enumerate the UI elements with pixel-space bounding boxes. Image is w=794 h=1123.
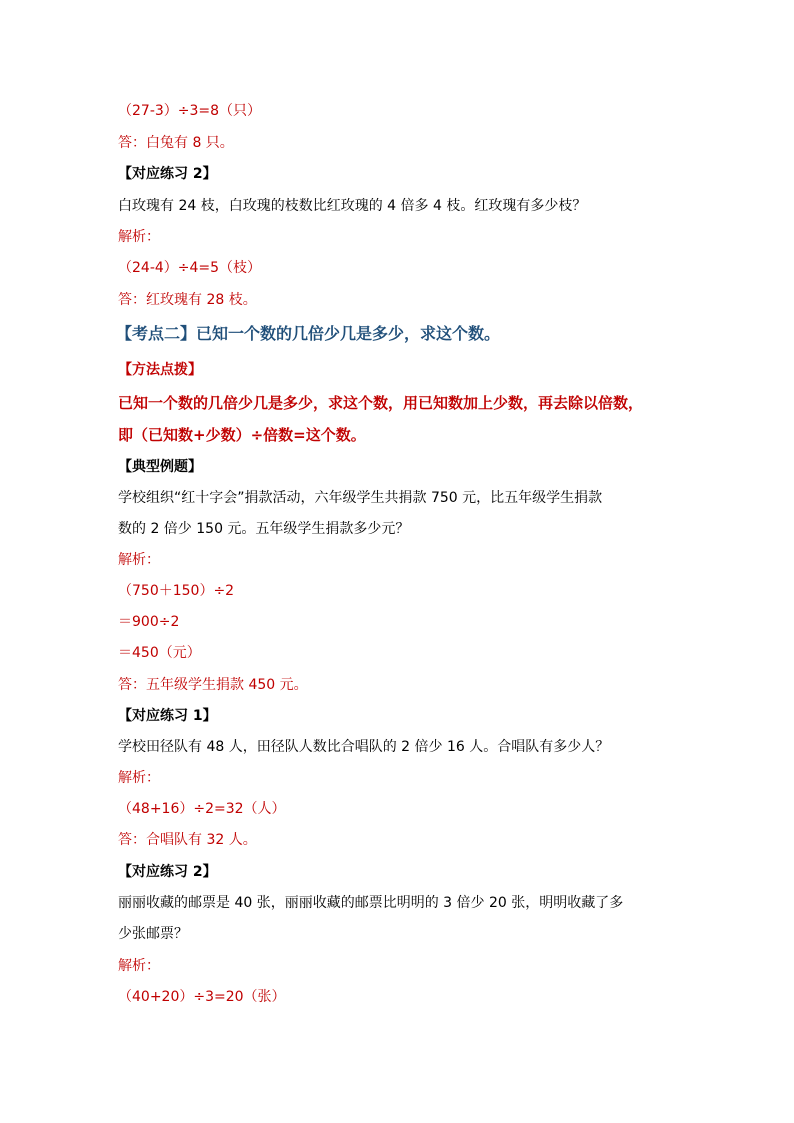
question-text: 学校田径队有 48 人，田径队人数比合唱队的 2 倍少 16 人。合唱队有多少人？ <box>118 739 610 755</box>
practice-heading: 【对应练习 1】 <box>118 708 217 724</box>
method-text: 已知一个数的几倍少几是多少，求这个数，用已知数加上少数，再去除以倍数， <box>118 394 644 412</box>
solution-formula: ＝450（元） <box>118 645 201 661</box>
solution-formula: （750＋150）÷2 <box>118 583 235 599</box>
section-heading: 【考点二】已知一个数的几倍少几是多少，求这个数。 <box>116 324 501 343</box>
practice-heading: 【对应练习 2】 <box>118 166 217 182</box>
question-text: 少张邮票？ <box>118 926 188 942</box>
question-text: 丽丽收藏的邮票是 40 张，丽丽收藏的邮票比明明的 3 倍少 20 张，明明收藏了多 <box>118 895 624 911</box>
practice-heading: 【对应练习 2】 <box>118 864 217 880</box>
solution-formula: （27-3）÷3=8（只） <box>118 103 262 119</box>
solution-formula: （40+20）÷3=20（张） <box>118 989 286 1005</box>
answer-text: 答：白兔有 8 只。 <box>118 135 234 151</box>
analysis-label: 解析： <box>118 229 160 245</box>
method-text: 即（已知数+少数）÷倍数=这个数。 <box>118 426 366 444</box>
solution-formula: （24-4）÷4=5（枝） <box>118 260 262 276</box>
method-heading: 【方法点拨】 <box>118 362 202 378</box>
question-text: 学校组织“红十字会”捐款活动，六年级学生共捐款 750 元，比五年级学生捐款 <box>118 490 603 506</box>
answer-line: 答：五年级学生捐款 450 元。 <box>118 677 308 693</box>
answer-line: 答：红玫瑰有 28 枝。 <box>118 292 257 308</box>
analysis-label: 解析： <box>118 958 160 974</box>
question-text: 数的 2 倍少 150 元。五年级学生捐款多少元？ <box>118 521 410 537</box>
answer-line <box>118 133 234 153</box>
example-heading: 【典型例题】 <box>118 459 202 475</box>
solution-formula: ＝900÷2 <box>118 614 180 630</box>
answer-line: 答：合唱队有 32 人。 <box>118 832 257 848</box>
analysis-label: 解析： <box>118 552 160 568</box>
question-text: 白玫瑰有 24 枝，白玫瑰的枝数比红玫瑰的 4 倍多 4 枝。红玫瑰有多少枝？ <box>118 198 587 214</box>
analysis-label: 解析： <box>118 770 160 786</box>
solution-formula: （48+16）÷2=32（人） <box>118 801 286 817</box>
